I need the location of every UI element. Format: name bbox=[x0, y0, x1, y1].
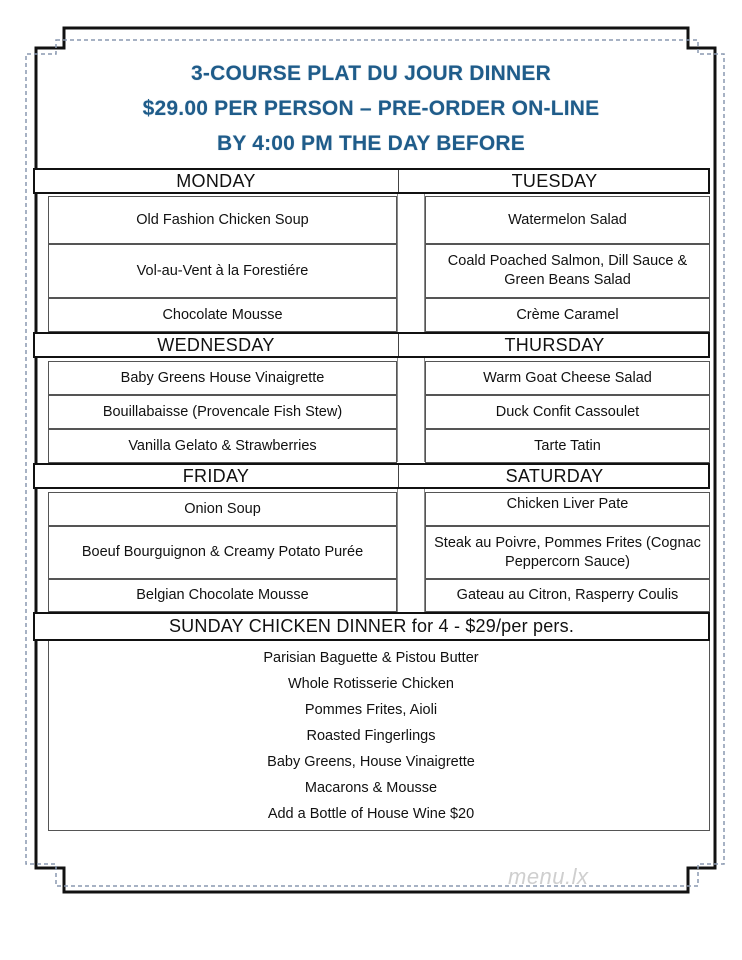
menu-item: Chocolate Mousse bbox=[48, 298, 397, 332]
menu-item: Baby Greens House Vinaigrette bbox=[48, 361, 397, 395]
menu-item: Vanilla Gelato & Strawberries bbox=[48, 429, 397, 463]
day-header-row bbox=[33, 332, 710, 358]
menu-item: Belgian Chocolate Mousse bbox=[48, 579, 397, 612]
menu-item: Watermelon Salad bbox=[425, 196, 710, 244]
day-title-saturday: SATURDAY bbox=[505, 466, 604, 486]
menu-item: Chicken Liver Pate bbox=[425, 492, 710, 526]
menu-item: Crème Caramel bbox=[425, 298, 710, 332]
menu-item: Gateau au Citron, Rasperry Coulis bbox=[425, 579, 710, 612]
menu-item: Boeuf Bourguignon & Creamy Potato Purée bbox=[48, 526, 397, 579]
sunday-item: Whole Rotisserie Chicken bbox=[287, 676, 454, 692]
header-line-3: BY 4:00 PM THE DAY BEFORE bbox=[216, 132, 526, 155]
sunday-item: Add a Bottle of House Wine $20 bbox=[267, 806, 475, 822]
sunday-item: Pommes Frites, Aioli bbox=[304, 702, 438, 718]
menu-item: Bouillabaisse (Provencale Fish Stew) bbox=[48, 395, 397, 429]
day-title-thursday: THURSDAY bbox=[504, 335, 605, 355]
menu-item: Old Fashion Chicken Soup bbox=[48, 196, 397, 244]
header-line-2: $29.00 PER PERSON – PRE-ORDER ON-LINE bbox=[142, 97, 600, 120]
day-title-friday: FRIDAY bbox=[182, 466, 250, 486]
sunday-item: Roasted Fingerlings bbox=[306, 728, 436, 744]
menu-item: Onion Soup bbox=[48, 492, 397, 526]
menu-item: Vol-au-Vent à la Forestiére bbox=[48, 244, 397, 298]
menu-item: Steak au Poivre, Pommes Frites (Cognac Peppercorn Sauce) bbox=[425, 526, 710, 579]
sunday-item: Baby Greens, House Vinaigrette bbox=[267, 754, 475, 770]
sunday-title: SUNDAY CHICKEN DINNER for 4 - $29/per pers. bbox=[33, 612, 710, 641]
day-header-row bbox=[33, 463, 710, 489]
sunday-item: Parisian Baguette & Pistou Butter bbox=[263, 650, 479, 666]
menu-item: Warm Goat Cheese Salad bbox=[425, 361, 710, 395]
menu-item: Coald Poached Salmon, Dill Sauce & Green Beans Salad bbox=[425, 244, 710, 298]
day-title-wednesday: WEDNESDAY bbox=[157, 335, 275, 355]
header-line-1: 3-COURSE PLAT DU JOUR DINNER bbox=[191, 62, 551, 85]
watermark: menu.lx bbox=[508, 864, 589, 889]
sunday-item: Macarons & Mousse bbox=[304, 780, 438, 796]
day-title-tuesday: TUESDAY bbox=[511, 171, 598, 191]
menu-item: Duck Confit Cassoulet bbox=[425, 395, 710, 429]
menu-item: Tarte Tatin bbox=[425, 429, 710, 463]
day-title-monday: MONDAY bbox=[176, 171, 256, 191]
day-header-row bbox=[33, 168, 710, 194]
